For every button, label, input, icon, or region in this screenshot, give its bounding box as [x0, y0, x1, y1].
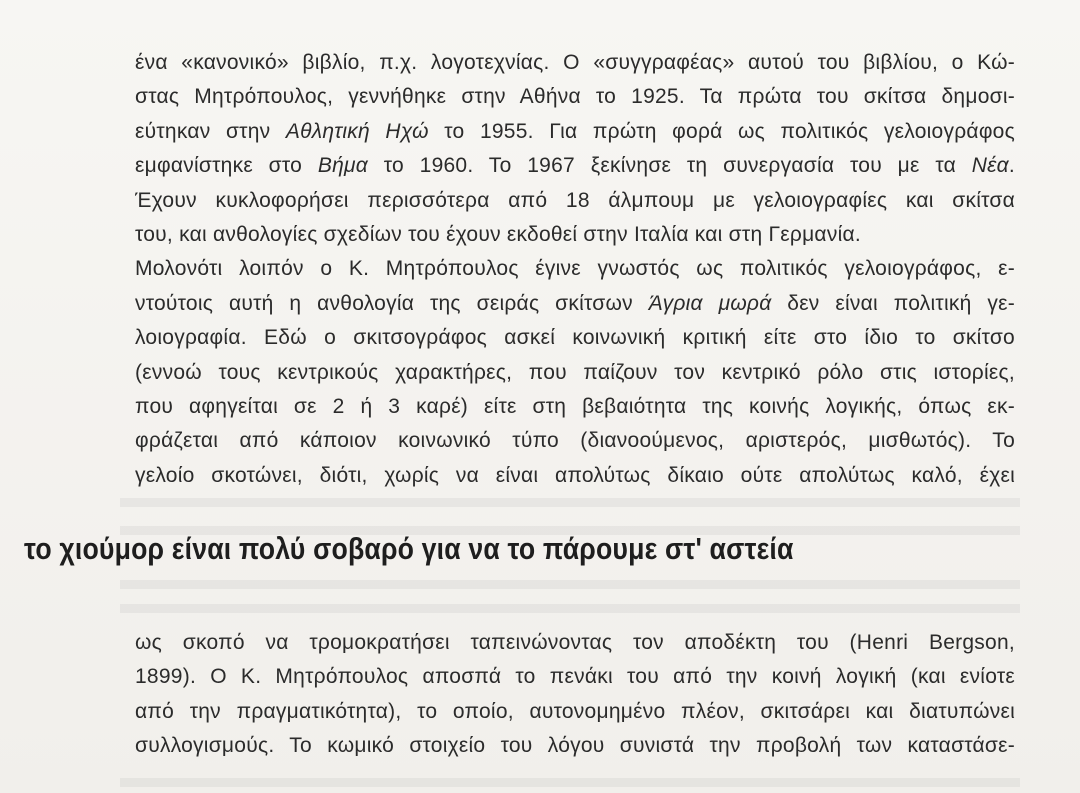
- text-run: εμφανίστηκε στο: [135, 154, 318, 178]
- paragraph-line: που αφηγείται σε 2 ή 3 καρέ) είτε στη βεβαιότητα της κοινής λογικής, όπως εκ-: [135, 394, 1015, 418]
- italic-title: Νέα: [971, 154, 1009, 178]
- paragraph-line: φράζεται από κάποιον κοινωνικό τύπο (διανοούμενος, αριστερός, μισθωτός). Το: [135, 429, 1015, 453]
- paragraph-line: ένα «κανονικό» βιβλίο, π.χ. λογοτεχνίας. Ο «συγγραφέας» αυτού του βιβλίου, ο Κώ-: [135, 51, 1015, 74]
- paragraph-line: από την πραγματικότητα), το οποίο, αυτονομημένο πλέον, σκιτσάρει και διατυπώνει: [135, 699, 1015, 723]
- text-run: δεν είναι πολιτική γε-: [771, 291, 1015, 315]
- pull-quote-heading: το χιούμορ είναι πολύ σοβαρό για να το πάρουμε στ' αστεία: [24, 531, 794, 566]
- paragraph-line: Μολονότι λοιπόν ο Κ. Μητρόπουλος έγινε γνωστός ως πολιτικός γελοιογράφος, ε-: [135, 257, 1015, 281]
- paragraph-line: (εννοώ τους κεντρικούς χαρακτήρες, που παίζουν τον κεντρικό ρόλο στις ιστορίες,: [135, 360, 1015, 384]
- text-run: .: [1008, 154, 1015, 178]
- paragraph-line: λοιογραφία. Εδώ ο σκιτσογράφος ασκεί κοινωνική κριτική είτε στο ίδιο το σκίτσο: [135, 326, 1015, 350]
- show-through-line: [120, 498, 1020, 519]
- bottom-paragraph: [135, 626, 1015, 764]
- show-through-line: [120, 580, 1020, 601]
- text-run: το 1955. Για πρώτη φορά ως πολιτικός γελοιογράφος: [428, 119, 1015, 143]
- text-run: ντούτοις αυτή η ανθολογία της σειράς σκίτσων: [135, 291, 649, 315]
- paragraph-line: [135, 149, 1015, 183]
- paragraph-line: στας Μητρόπουλος, γεννήθηκε στην Αθήνα το 1925. Τα πρώτα του σκίτσα δημοσι-: [135, 85, 1015, 109]
- text-run: το 1960. Το 1967 ξεκίνησε τη συνεργασία του με τα: [367, 154, 972, 178]
- paragraph-line: του, και ανθολογίες σχεδίων του έχουν εκδοθεί στην Ιταλία και στη Γερμανία.: [135, 222, 861, 246]
- paragraph-line: γελοίο σκοτώνει, διότι, χωρίς να είναι απολύτως δίκαιο ούτε απολύτως καλό, έχει: [135, 463, 1015, 487]
- paragraph-line: [135, 287, 1015, 321]
- italic-title: Άγρια μωρά: [648, 291, 772, 315]
- paragraph-line: ως σκοπό να τρομοκρατήσει ταπεινώνοντας τον αποδέκτη του (Henri Bergson,: [135, 631, 1015, 654]
- show-through-line: [120, 778, 1020, 793]
- paragraph-line: 1899). Ο Κ. Μητρόπουλος αποσπά το πενάκι του από την κοινή λογική (και ενίοτε: [135, 665, 1015, 689]
- show-through-line: [120, 604, 1020, 625]
- paragraph-line: Έχουν κυκλοφορήσει περισσότερα από 18 άλμπουμ με γελοιογραφίες και σκίτσα: [135, 188, 1015, 212]
- italic-title: Αθλητική Ηχώ: [285, 119, 429, 143]
- paragraph-line: συλλογισμούς. Το κωμικό στοιχείο του λόγου συνιστά την προβολή των καταστάσε-: [135, 734, 1015, 758]
- text-run: εύτηκαν στην: [135, 119, 286, 143]
- paragraph-line: [135, 115, 1015, 149]
- top-paragraph: [135, 46, 1015, 493]
- italic-title: Βήμα: [317, 154, 368, 178]
